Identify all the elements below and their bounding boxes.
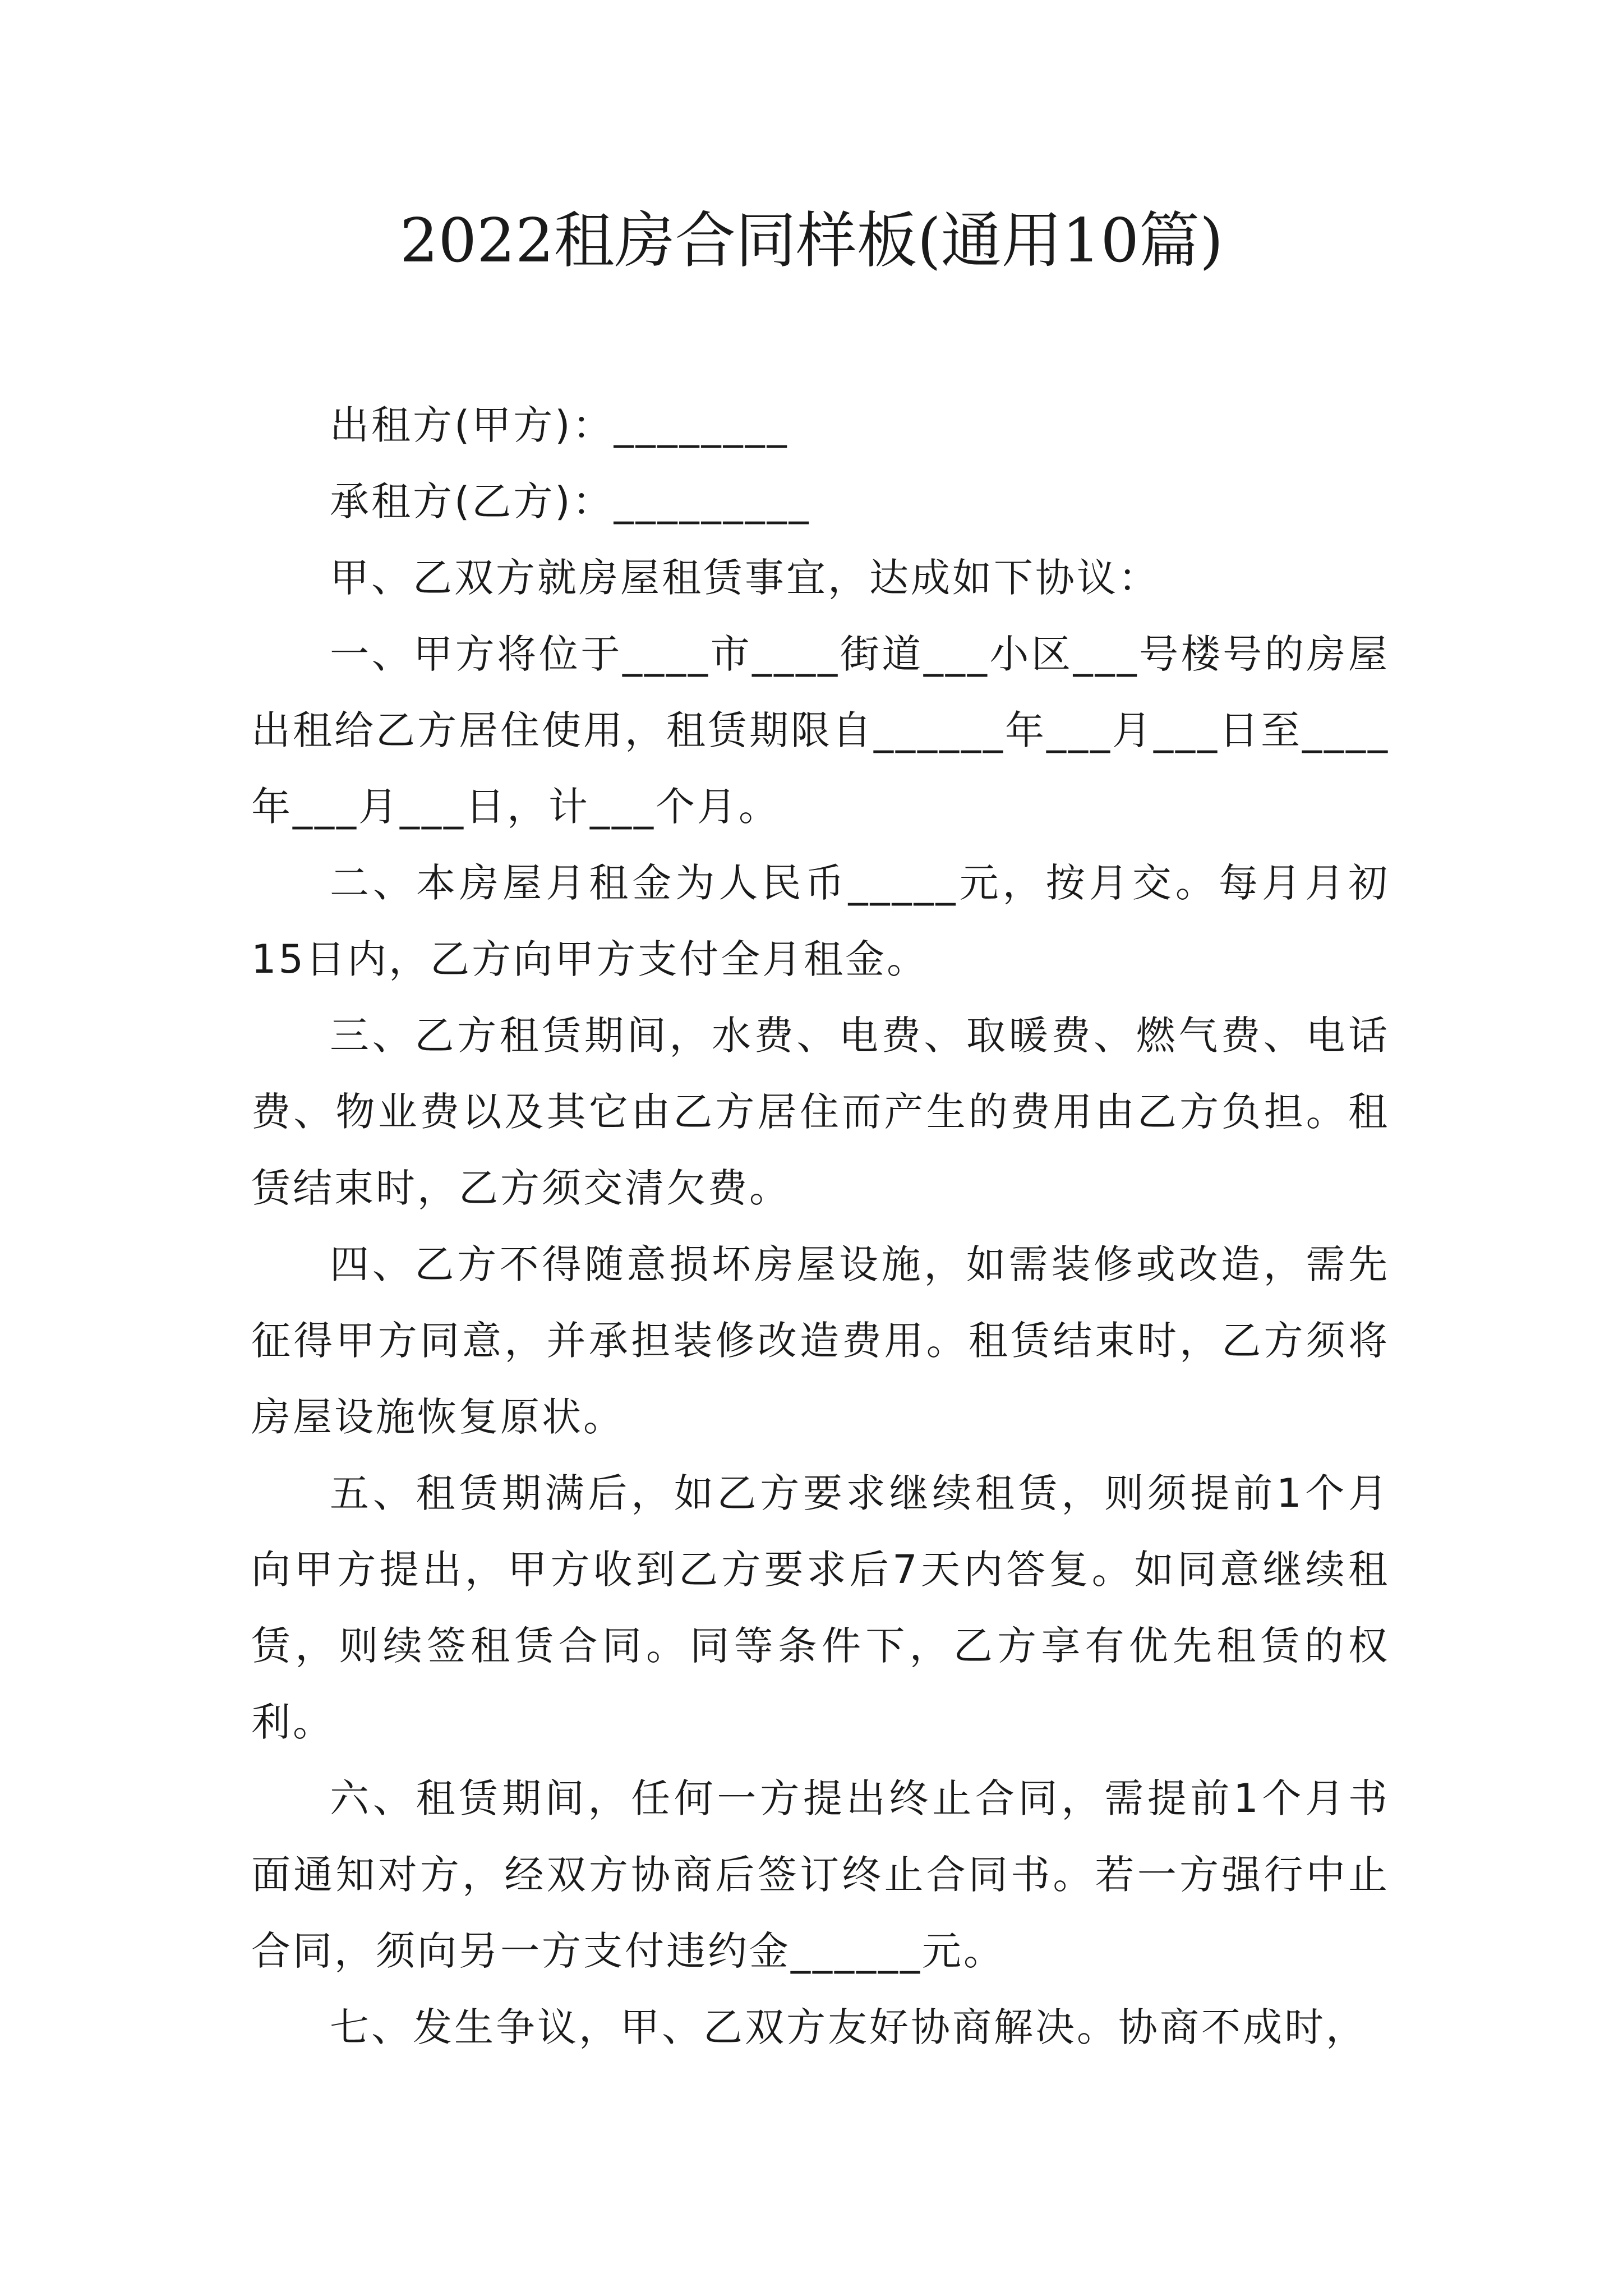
clause-7: 七、发生争议，甲、乙双方友好协商解决。协商不成时，: [330, 2004, 1367, 2050]
party-a-line: 出租方(甲方)：________: [330, 402, 789, 448]
clause-6: 六、租赁期间，任何一方提出终止合同，需提前1个月书面通知对方，经双方协商后签订终止合同书。若一方强行中止合同，须向另一方支付违约金______元。: [251, 1775, 1390, 1974]
clause-3: 三、乙方租赁期间，水费、电费、取暖费、燃气费、电话费、物业费以及其它由乙方居住而产生的费用由乙方负担。租赁结束时，乙方须交清欠费。: [251, 1013, 1390, 1211]
document-body: [251, 387, 1390, 2065]
document-title: 2022租房合同样板(通用10篇): [399, 206, 1224, 276]
clause-1: 一、甲方将位于____市____街道___小区___号楼号的房屋出租给乙方居住使用，租赁期限自______年___月___日至____年___月___日，计___个月。: [251, 631, 1390, 830]
party-b-line: 承租方(乙方)：_________: [330, 478, 811, 524]
clause-5: 五、租赁期满后，如乙方要求继续租赁，则须提前1个月向甲方提出，甲方收到乙方要求后7天内答复。如同意继续租赁，则续签租赁合同。同等条件下，乙方享有优先租赁的权利。: [251, 1470, 1390, 1745]
clause-2: 二、本房屋月租金为人民币_____元，按月交。每月月初15日内，乙方向甲方支付全月租金。: [251, 860, 1390, 982]
clause-4: 四、乙方不得随意损坏房屋设施，如需装修或改造，需先征得甲方同意，并承担装修改造费用。租赁结束时，乙方须将房屋设施恢复原状。: [251, 1241, 1390, 1440]
agreement-intro: 甲、乙双方就房屋租赁事宜，达成如下协议：: [330, 555, 1160, 601]
